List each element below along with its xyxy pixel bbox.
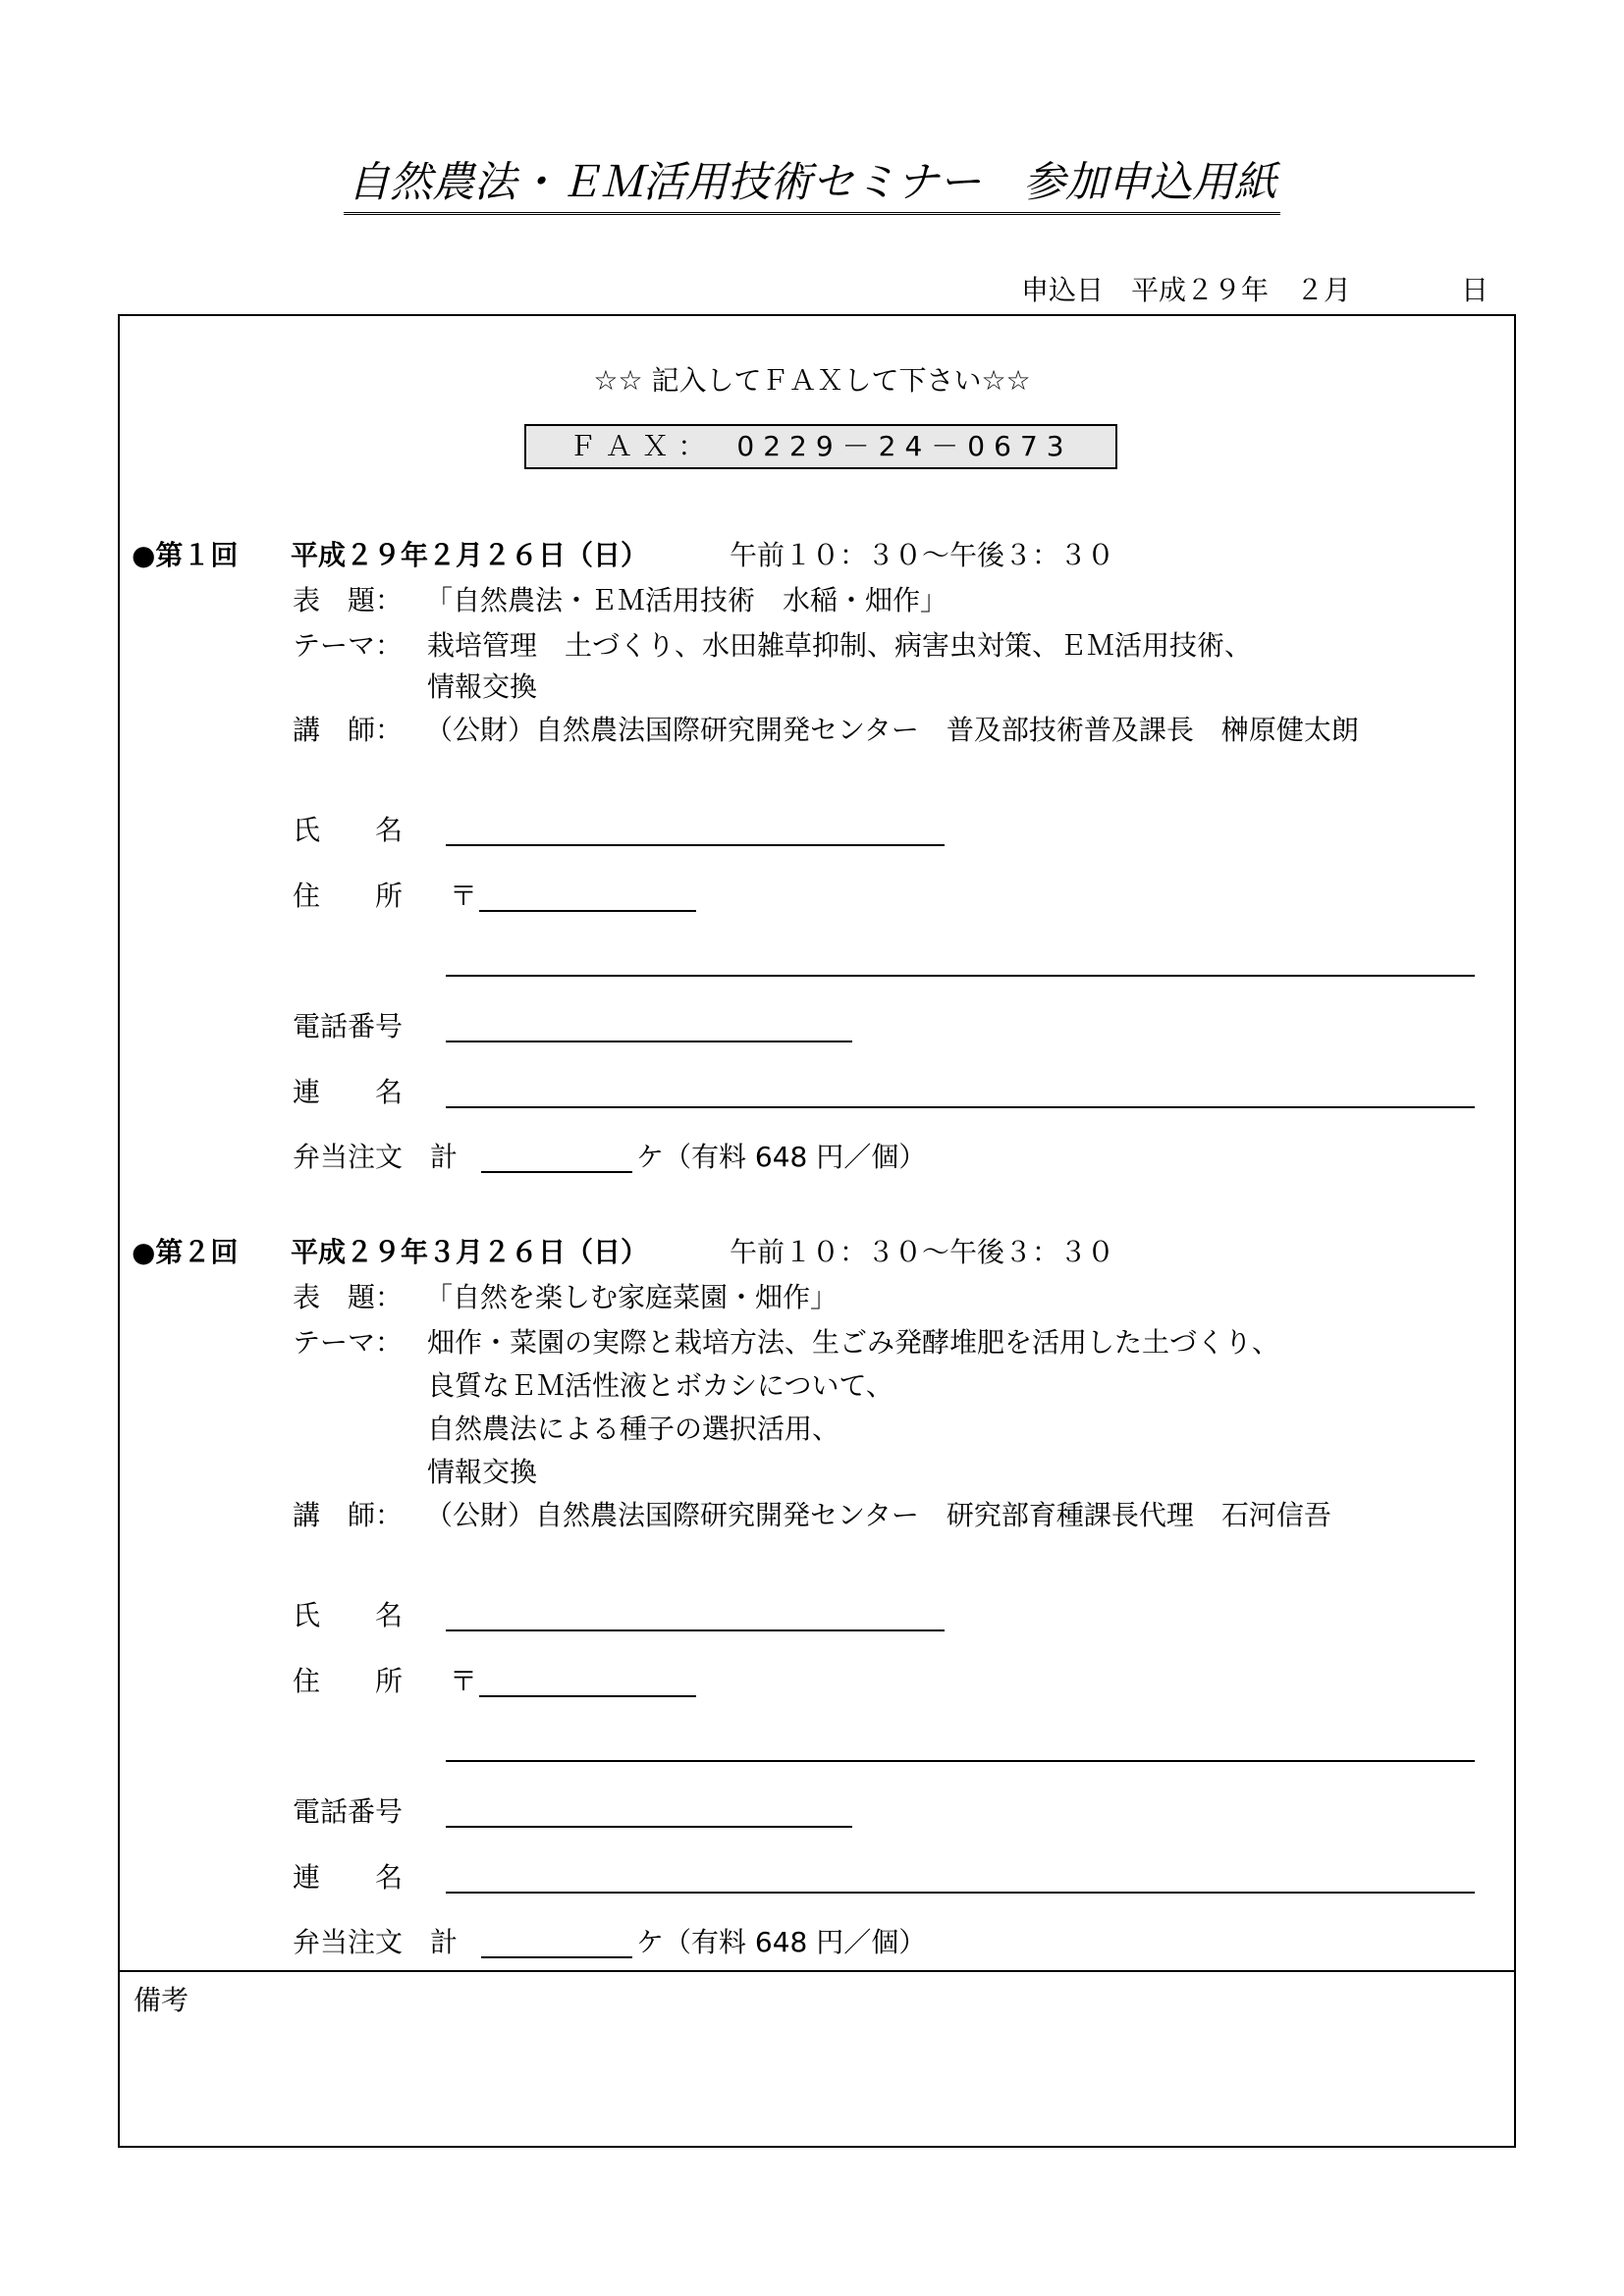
- session1-date: 平成２９年２月２６日（日）: [291, 539, 649, 571]
- session1-contact-label: 連 名: [293, 1076, 404, 1108]
- session1-theme-line: 栽培管理 土づくり、水田雑草抑制、病害虫対策、ＥＭ活用技術、: [427, 629, 1253, 662]
- fax-instruction: ☆☆ 記入してＦＡＸして下さい☆☆: [593, 364, 1031, 397]
- session1-lecturer-label: 講 師：: [293, 714, 404, 746]
- application-date: 申込日 平成２９年 ２月 日: [1021, 274, 1489, 306]
- session1-phone-field[interactable]: [446, 1041, 852, 1042]
- session1-postal-field[interactable]: [479, 910, 696, 912]
- session2-phone-field[interactable]: [446, 1826, 852, 1828]
- session1-lecturer: （公財）自然農法国際研究開発センター 普及部技術普及課長 榊原健太朗: [425, 714, 1359, 746]
- session2-theme-line: 情報交換: [427, 1456, 538, 1488]
- session2-date: 平成２９年３月２６日（日）: [291, 1236, 649, 1268]
- session1-time: 午前１０：３０～午後３：３０: [730, 539, 1115, 571]
- session1-bento-field[interactable]: [481, 1171, 632, 1173]
- session1-name-label: 氏 名: [293, 814, 404, 846]
- session1-bento-label: 弁当注文 計: [293, 1141, 459, 1173]
- session2-contact-field[interactable]: [446, 1892, 1475, 1894]
- session1-address-label: 住 所: [293, 880, 404, 912]
- session1-phone-label: 電話番号: [293, 1010, 404, 1042]
- postal-mark: 〒: [450, 880, 478, 912]
- session2-postal-field[interactable]: [479, 1695, 696, 1697]
- session1-contact-field[interactable]: [446, 1106, 1475, 1108]
- session2-subject: 「自然を楽しむ家庭菜園・畑作」: [425, 1281, 839, 1313]
- session2-theme-line: 良質なＥＭ活性液とボカシについて、: [427, 1369, 893, 1402]
- session2-subject-label: 表 題：: [293, 1281, 404, 1313]
- session2-name-field[interactable]: [446, 1629, 945, 1631]
- remarks-field[interactable]: [134, 2026, 1500, 2134]
- session1-subject: 「自然農法・ＥＭ活用技術 水稲・畑作」: [425, 584, 948, 616]
- session2-name-label: 氏 名: [293, 1599, 404, 1631]
- session1-theme-label: テーマ：: [293, 629, 404, 662]
- session2-phone-label: 電話番号: [293, 1795, 404, 1828]
- session2-lecturer: （公財）自然農法国際研究開発センター 研究部育種課長代理 石河信吾: [425, 1499, 1331, 1531]
- remarks-label: 備考: [134, 1984, 189, 2016]
- session2-bento-label: 弁当注文 計: [293, 1926, 459, 1958]
- session2-theme-line: 畑作・菜園の実際と栽培方法、生ごみ発酵堆肥を活用した土づくり、: [427, 1326, 1280, 1359]
- fax-number-box: ＦＡＸ： 0229－24－0673: [524, 424, 1117, 469]
- session1-address-field[interactable]: [446, 975, 1475, 977]
- session2-heading: ●第２回: [132, 1236, 239, 1268]
- form-title: 自然農法・ＥＭ活用技術セミナー 参加申込用紙: [0, 155, 1624, 215]
- session2-address-field[interactable]: [446, 1760, 1475, 1762]
- session1-bento-unit: ケ（有料 648 円／個）: [636, 1141, 927, 1173]
- session2-theme-line: 自然農法による種子の選択活用、: [427, 1413, 840, 1445]
- session2-time: 午前１０：３０～午後３：３０: [730, 1236, 1115, 1268]
- session1-subject-label: 表 題：: [293, 584, 404, 616]
- session2-bento-field[interactable]: [481, 1956, 632, 1958]
- session2-theme-label: テーマ：: [293, 1326, 404, 1359]
- session1-heading: ●第１回: [132, 539, 239, 571]
- session2-bento-unit: ケ（有料 648 円／個）: [636, 1926, 927, 1958]
- postal-mark: 〒: [450, 1665, 478, 1697]
- remarks-divider: [118, 1970, 1516, 1972]
- session2-address-label: 住 所: [293, 1665, 404, 1697]
- session2-lecturer-label: 講 師：: [293, 1499, 404, 1531]
- session2-contact-label: 連 名: [293, 1861, 404, 1894]
- session1-theme-line: 情報交換: [427, 670, 538, 703]
- session1-name-field[interactable]: [446, 844, 945, 846]
